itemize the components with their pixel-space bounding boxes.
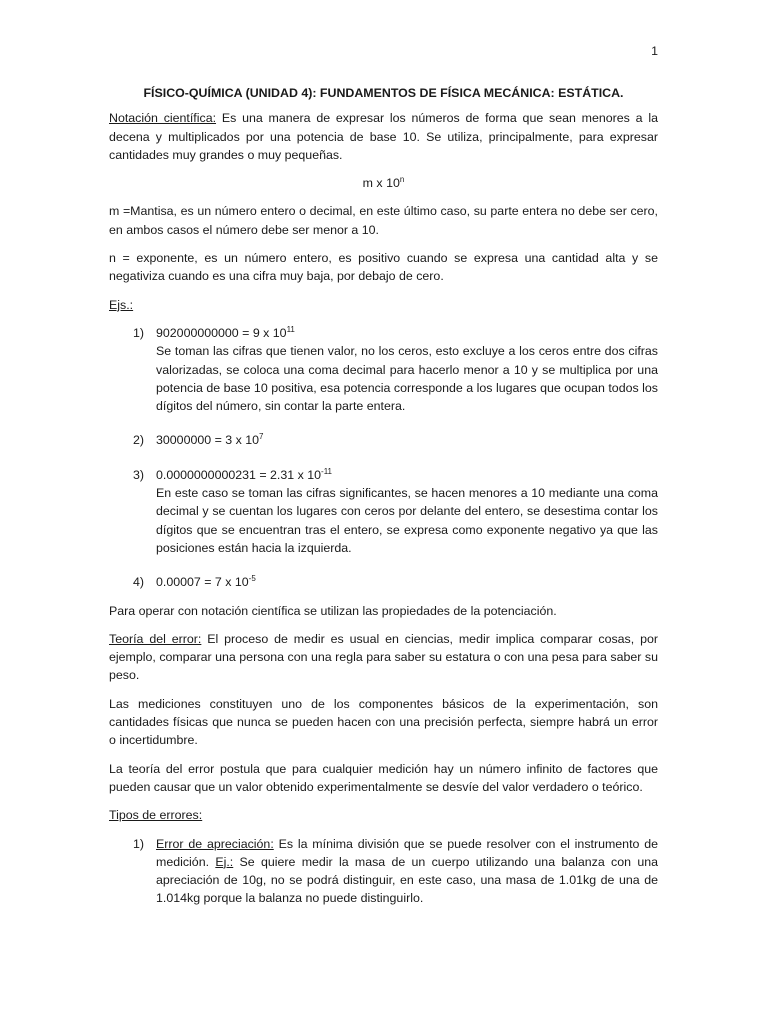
paragraph-operar: Para operar con notación científica se utilizan las propiedades de la potenciación.	[109, 603, 557, 618]
example-equation	[156, 324, 658, 342]
example-equation	[156, 466, 658, 484]
paragraph-exponente: n = exponente, es un número entero, es positivo cuando se expresa una cantidad alta y se negativiza cuando es una cifra muy baja, por debajo de cero.	[109, 251, 658, 284]
formula	[109, 174, 658, 192]
error-type-number: 1)	[133, 836, 145, 851]
example-equation	[156, 431, 658, 449]
equation-exponent: 7	[259, 432, 264, 442]
example-description: Se toman las cifras que tienen valor, no los ceros, esto excluye a los ceros entre dos cifras valorizadas, se coloca una coma decimal para hacerlo menor a 10 y se multiplica por una potencia de base 10 positiva, esa potencia corresponde a los lugares que ocupan todos los dígitos del número, sin contar la parte entera.	[156, 344, 658, 414]
equation-text: 0.0000000000231 = 2.31 x 10	[156, 467, 322, 482]
paragraph-mantisa: m =Mantisa, es un número entero o decimal, en este último caso, su parte entera no debe ser cero, en ambos casos el número debe ser menor a 10.	[109, 204, 658, 237]
page-content	[109, 84, 658, 924]
error-type-example: Se quiere medir la masa de un cuerpo utilizando una balanza con una apreciación de 10g, no se podrá distinguir, en este caso, una masa de 1.01kg de una de 1.014kg porque la balanza no puede distinguirlo.	[156, 854, 658, 906]
notacion-text: Es una manera de expresar los números de forma que sean menores a la decena y multiplicados por una potencia de base 10. Se utiliza, principalmente, para expresar cantidades muy grandes o muy pequeñas.	[109, 111, 658, 162]
ejs-label: Ejs.:	[109, 297, 134, 312]
error-type-text: Es la mínima división que se puede resolver con el instrumento de medición.	[156, 836, 659, 869]
heading-ejemplos	[109, 296, 658, 314]
example-number: 2)	[133, 433, 145, 448]
paragraph-mediciones: Las mediciones constituyen uno de los componentes básicos de la experimentación, son cantidades físicas que nunca se pueden hacen con una precisión perfecta, siempre habrá un error o incertidumbre.	[109, 696, 658, 748]
examples-list	[109, 324, 658, 592]
ej-label: Ej.:	[215, 854, 234, 869]
equation-exponent: 11	[286, 324, 295, 334]
heading-notacion: Notación científica:	[109, 111, 217, 126]
equation-exponent: -11	[321, 466, 332, 476]
paragraph-postula: La teoría del error postula que para cualquier medición hay un número infinito de factores que pueden causar que un valor obtenido experimentalmente se desvíe del valor verdadero o teórico.	[109, 761, 658, 794]
heading-teoria: Teoría del error:	[109, 631, 202, 646]
equation-text: 0.00007 = 7 x 10	[156, 575, 249, 590]
example-item	[109, 573, 658, 591]
paragraph-teoria	[109, 630, 658, 685]
equation-text: 902000000000 = 9 x 10	[156, 325, 287, 340]
teoria-text: El proceso de medir es usual en ciencias, medir implica comparar cosas, por ejemplo, comparar una persona con una regla para saber su estatura o con una pesa para saber su peso.	[109, 631, 658, 683]
formula-exponent: n	[399, 175, 405, 185]
example-number: 3)	[133, 467, 145, 482]
example-number: 4)	[133, 575, 145, 590]
example-number: 1)	[133, 325, 145, 340]
error-type-item	[109, 835, 658, 908]
error-types-list	[109, 835, 658, 908]
example-item	[109, 431, 658, 449]
equation-exponent: -5	[248, 574, 256, 584]
example-equation	[156, 573, 658, 591]
paragraph-notacion	[109, 109, 658, 164]
heading-tipos	[109, 806, 658, 824]
example-item	[109, 324, 658, 415]
equation-text: 30000000 = 3 x 10	[156, 433, 260, 448]
formula-base: m x 10	[362, 176, 400, 191]
tipos-label: Tipos de errores:	[109, 808, 203, 823]
page-title: FÍSICO-QUÍMICA (UNIDAD 4): FUNDAMENTOS DE FÍSICA MECÁNICA: ESTÁTICA.	[143, 86, 624, 100]
error-type-heading: Error de apreciación:	[156, 836, 274, 851]
example-description: En este caso se toman las cifras significantes, se hacen menores a 10 mediante una coma decimal y se cuentan los lugares con ceros por delante del entero, se desestima contar los dígitos que se encuentran tras el entero, se expresa como exponente negativo ya que las posiciones están hacia la izquierda.	[156, 486, 658, 555]
example-item	[109, 466, 658, 557]
page-number: 1	[651, 44, 658, 58]
